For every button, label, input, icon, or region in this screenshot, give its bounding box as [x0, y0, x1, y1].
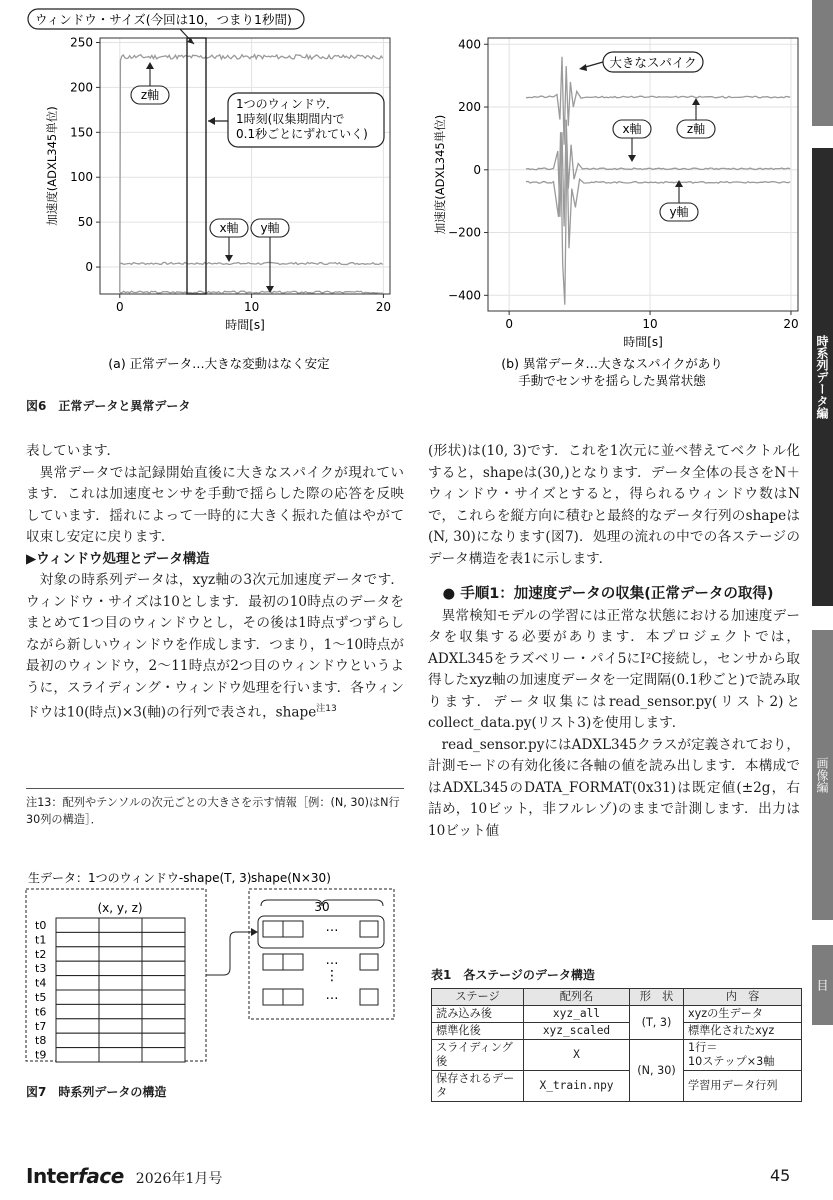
figure-6: [0, 0, 812, 400]
table-row: 読み込み後 xyz_all (T, 3) xyzの生データ: [432, 1006, 802, 1023]
figure-7-caption: 図7 時系列データの構造: [26, 1085, 167, 1099]
time-row-label: t5: [35, 991, 47, 1004]
matrix-cell: [142, 976, 185, 990]
vector-cell: [360, 954, 378, 970]
matrix-cell: [99, 961, 142, 975]
matrix-cell: [56, 1004, 99, 1018]
label-y-axis-b: [660, 180, 698, 221]
side-tab-timeseries: 時系列データ編: [812, 148, 833, 606]
matrix-cell: [56, 947, 99, 961]
matrix-cell: [56, 990, 99, 1004]
vector-cell: [360, 921, 378, 937]
window-highlight-box: [187, 38, 206, 294]
horizontal-ellipsis: …: [325, 920, 339, 935]
time-row-label: t8: [35, 1034, 47, 1048]
chart-abnormal-data: [433, 37, 799, 349]
x-tick-label: 20: [783, 317, 799, 331]
table-header: 形 状: [630, 989, 684, 1006]
x-tick-label: 10: [642, 317, 658, 331]
svg-text:大きなスパイク: 大きなスパイク: [609, 55, 697, 70]
y-tick-label: 200: [70, 80, 93, 95]
issue-date: 2026年1月号: [135, 1171, 223, 1187]
table-row: スライディング後 X (N, 30) 1行＝ 10ステップ×3軸: [432, 1040, 802, 1071]
vector-cell: [283, 921, 303, 937]
matrix-cell: [99, 990, 142, 1004]
label-y-axis-a: [251, 219, 289, 293]
svg-text:y軸: y軸: [260, 221, 280, 235]
x-tick-label: 20: [375, 300, 392, 314]
time-row-label: t3: [35, 962, 47, 976]
matrix-cell: [99, 1019, 142, 1033]
table-1: [431, 988, 802, 1102]
paragraph: 対象の時系列データは，xyz軸の3次元加速度データです．ウィンドウ・サイズは10とします．最初の10時点のデータをまとめて1つ目のウィンドウとし，その後は1時点ずつずらしながら新しいウィンドウを作成します．つまり，1～10時点が最初のウィンドウ，2～11時点が2つ目のウィンドウというように，スライディング・ウィンドウ処理を行います．各ウィンドウは10(時点)×3(軸)の行列で表され，shape$^{注13}$: [26, 572, 404, 721]
y-tick-label: −400: [448, 288, 481, 303]
y-tick-label: 100: [70, 170, 93, 185]
svg-text:x軸: x軸: [622, 122, 642, 136]
y-tick-label: 0: [85, 260, 93, 275]
left-column-text: [26, 441, 404, 724]
vector-cell: [263, 954, 283, 970]
paragraph: 表しています．: [26, 443, 121, 459]
matrix-cell: [56, 976, 99, 990]
matrix-cell: [99, 918, 142, 932]
x-tick-label: 0: [505, 317, 513, 331]
table-row: 保存されるデータ X_train.npy 学習用データ行列: [432, 1071, 802, 1102]
matrix-cell: [56, 1019, 99, 1033]
matrix-cell: [99, 932, 142, 946]
vector-cell: [360, 989, 378, 1005]
matrix-cell: [99, 1004, 142, 1018]
horizontal-ellipsis: …: [325, 953, 339, 968]
table-header: ステージ: [432, 989, 524, 1006]
matrix-cell: [56, 961, 99, 975]
n30-label: 30: [314, 900, 330, 914]
y-tick-label: 50: [77, 215, 93, 230]
subcaption-b-line1: (b) 異常データ…大きなスパイクがあり: [501, 356, 723, 371]
vector-cell: [263, 921, 283, 937]
matrix-cell: [56, 1033, 99, 1047]
time-row-label: t9: [35, 1048, 47, 1062]
footnote-divider: [26, 788, 404, 789]
time-row-label: t1: [35, 933, 47, 947]
side-tab-other: 目: [812, 945, 833, 1025]
y-tick-label: −200: [448, 225, 481, 240]
matrix-cell: [56, 1048, 99, 1062]
matrix-cell: [142, 1048, 185, 1062]
time-row-label: t7: [35, 1019, 47, 1033]
time-row-label: t0: [35, 919, 47, 932]
footnote-ref: 注13: [316, 704, 337, 714]
matrix-cell: [142, 1004, 185, 1018]
matrix-cell: [142, 918, 185, 932]
footer-left: [26, 1164, 222, 1188]
raw-data-label: 生データ：1つのウィンドウ-shape(T, 3): [28, 871, 252, 885]
brand-logo: Interface: [26, 1164, 124, 1188]
vector-cell: [283, 954, 303, 970]
x-axis-label: 時間[s]: [623, 335, 663, 349]
step1-heading: ● 手順1：加速度データの収集(正常データの取得): [442, 586, 774, 602]
paragraph: read_sensor.pyにはADXL345クラスが定義されており，計測モードの有効化後に各軸の値を読み出します．本構成ではADXL345のDATA_FORMAT(0x31)は既定値(±2g，右詰め，10ビット，非フルレゾ)のままで計測します．出力は10ビット値: [428, 736, 800, 839]
x-tick-label: 0: [115, 300, 124, 314]
shape-label: shape(N×30): [251, 871, 331, 885]
label-x-axis-a: [210, 219, 248, 262]
table-header: 配列名: [524, 989, 630, 1006]
subcaption-b-line2: 手動でセンサを揺らした異常状態: [518, 373, 706, 388]
figure-7: [18, 860, 408, 1065]
y-tick-label: 150: [70, 125, 93, 140]
vector-cell: [263, 989, 283, 1005]
footnote-13: 注13：配列やテンソルの次元ごとの大きさを示す情報［例：(N, 30)はN行30列の構造］．: [26, 796, 400, 826]
matrix-cell: [142, 961, 185, 975]
side-tab-image: 画像編: [812, 630, 833, 920]
time-row-label: t6: [35, 1005, 47, 1019]
table-header: 内 容: [684, 989, 802, 1006]
callout-one-window: [208, 93, 384, 147]
label-x-axis-b: [613, 120, 651, 162]
label-z-axis-a: [131, 62, 169, 104]
paragraph: 異常検知モデルの学習には正常な状態における加速度データを収集する必要があります．本プロジェクトでは，ADXL345をラズベリー・パイ5にI²C接続し，センサから取得したxyz軸の加速度データを一定間隔(0.1秒ごと)で読み取ります．データ収集にはread_sensor.py(リスト2)とcollect_data.py(リスト3)を使用します．: [428, 607, 800, 731]
y-tick-label: 0: [473, 162, 481, 177]
y-axis-label: 加速度(ADXL345単位): [433, 114, 447, 235]
horizontal-ellipsis: …: [325, 988, 339, 1003]
table-row: 標準化後 xyz_scaled 標準化されたxyz: [432, 1023, 802, 1040]
matrix-cell: [56, 918, 99, 932]
matrix-cell: [142, 1033, 185, 1047]
svg-text:ウィンドウ・サイズ(今回は10，つまり1秒間): ウィンドウ・サイズ(今回は10，つまり1秒間): [35, 12, 292, 27]
vector-cell: [283, 989, 303, 1005]
vector-rows: [263, 920, 378, 1005]
paragraph: 異常データでは記録開始直後に大きなスパイクが現れています．これは加速度センサを手動で揺らした際の応答を反映しています．揺れによって一時的に大きく振れた値はやがて収束し安定に戻ります．: [26, 464, 404, 545]
svg-text:1つのウィンドウ．1時刻(収集期間内で0.1秒ごとにずれてい: 1つのウィンドウ． 1時刻(収集期間内で 0.1秒ごとにずれていく): [236, 97, 368, 141]
paragraph: (形状)は(10, 3)です．これを1次元に並べ替えてベクトル化すると，shapeは(30,)となります．データ全体の長さをN＋ウィンドウ・サイズとすると，得られるウィンドウ数はNで，これらを縦方向に積むと最終的なデータ行列のshapeは(N, 30)になります(図7)．処理の流れの中での各ステージのデータ構造を表1に示します．: [428, 443, 800, 567]
page-number: 45: [770, 1166, 791, 1185]
side-tab-top: [812, 0, 833, 126]
y-tick-label: 200: [458, 100, 481, 115]
window-matrix: [35, 918, 185, 1062]
y-axis-label: 加速度(ADXL345単位): [45, 106, 59, 226]
matrix-cell: [142, 947, 185, 961]
figure-6-caption: 図6 正常データと異常データ: [26, 399, 191, 413]
svg-text:z軸: z軸: [140, 88, 160, 102]
matrix-cell: [99, 1048, 142, 1062]
time-row-label: t2: [35, 947, 47, 961]
matrix-cell: [142, 1019, 185, 1033]
svg-text:y軸: y軸: [669, 205, 689, 219]
plot-frame: [488, 38, 798, 311]
matrix-cell: [56, 932, 99, 946]
chart-normal-data: [45, 35, 391, 332]
vertical-ellipsis: ⋮: [325, 968, 339, 984]
x-axis-label: 時間[s]: [225, 318, 265, 332]
section-heading: ▶ウィンドウ処理とデータ構造: [26, 551, 210, 567]
y-tick-label: 400: [458, 37, 481, 52]
table-1-caption: 表1 各ステージのデータ構造: [431, 968, 595, 982]
svg-text:x軸: x軸: [219, 221, 239, 235]
matrix-cell: [99, 1033, 142, 1047]
svg-text:z軸: z軸: [686, 122, 706, 136]
x-tick-label: 10: [243, 300, 260, 314]
matrix-cell: [99, 947, 142, 961]
time-row-label: t4: [35, 976, 47, 990]
callout-big-spike: [579, 52, 703, 72]
matrix-cell: [99, 976, 142, 990]
xyz-header: (x, y, z): [97, 901, 143, 915]
y-tick-label: 250: [70, 35, 93, 50]
matrix-cell: [142, 990, 185, 1004]
label-z-axis-b: [677, 98, 715, 138]
matrix-cell: [142, 932, 185, 946]
subcaption-a: (a) 正常データ…大きな変動はなく安定: [108, 356, 330, 371]
right-column-text: [428, 441, 800, 842]
plot-frame: [100, 38, 390, 294]
